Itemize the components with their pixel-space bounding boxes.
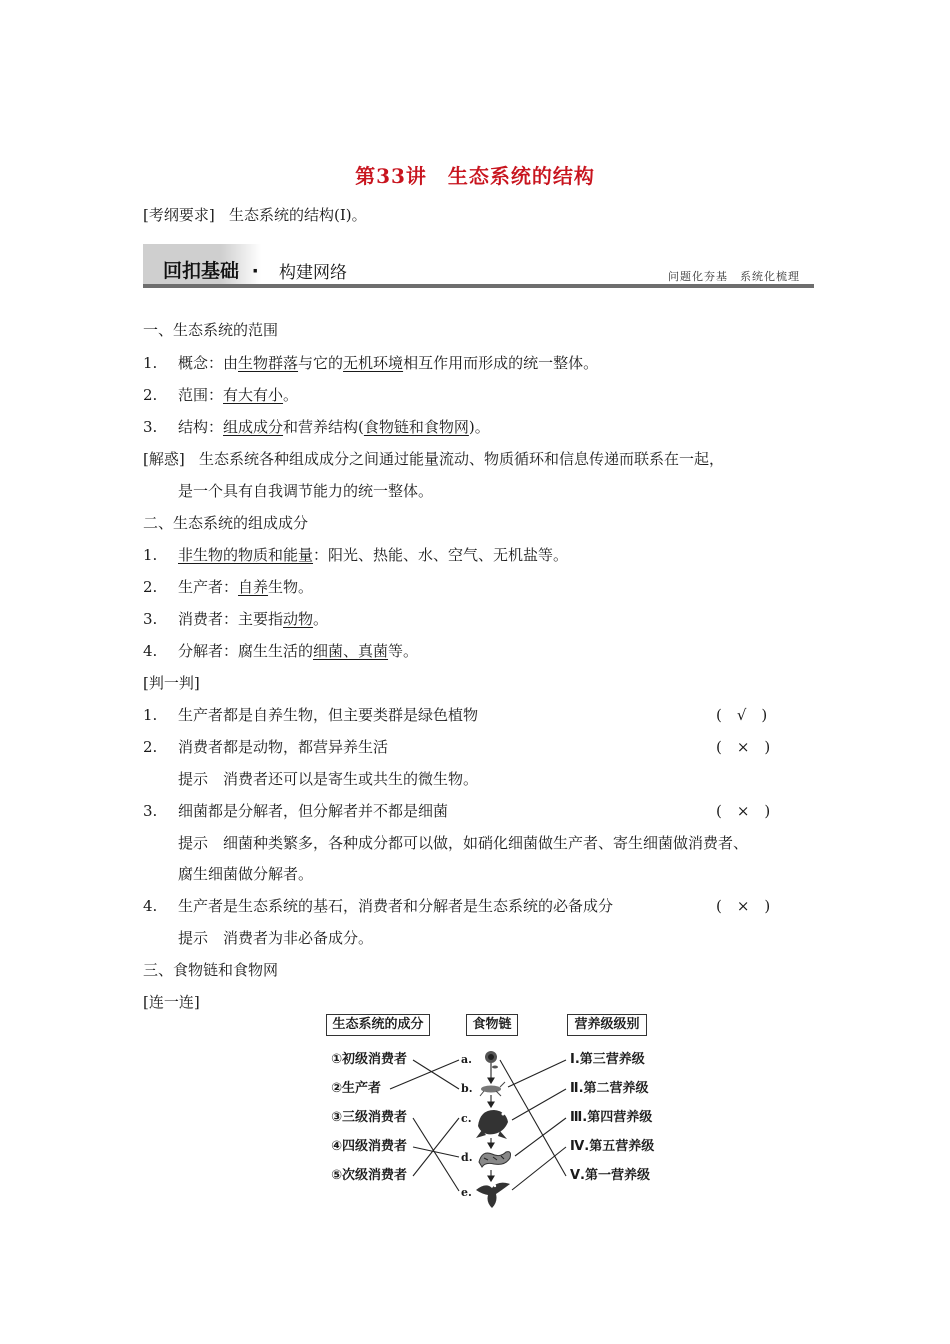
section2-item-1 (143, 545, 568, 565)
answer-text: 自养 (238, 578, 269, 596)
judge-hint-4: 提示 消费者为非必备成分。 (178, 929, 374, 947)
connector-line (512, 1147, 566, 1190)
banner-main-text: 回扣基础 (163, 260, 240, 282)
note-text: 生态系统各种组成成分之间通过能量流动、物质循环和信息传递而联系在一起， (199, 450, 725, 468)
item-text: 生产者： (178, 578, 239, 596)
connector-line (500, 1060, 566, 1176)
item-text: 概念：由 (178, 354, 239, 372)
item-text: 等。 (388, 642, 419, 660)
letter-e: e. (461, 1186, 472, 1199)
note-label: [解惑] (143, 450, 185, 468)
level-5: Ⅴ.第一营养级 (570, 1168, 650, 1183)
judge-mark-2: ( × ) (716, 738, 771, 756)
level-4: Ⅳ.第五营养级 (570, 1139, 655, 1154)
statement-text: 生产者都是自养生物，但主要类群是绿色植物 (178, 706, 479, 724)
item-number: 1. (143, 706, 158, 724)
level-3: Ⅲ.第四营养级 (570, 1110, 653, 1125)
section1-heading: 一、生态系统的范围 (143, 321, 279, 339)
statement-text: 细菌都是分解者，但分解者并不都是细菌 (178, 802, 449, 820)
connector-line (413, 1118, 459, 1191)
component-4: ④四级消费者 (331, 1139, 408, 1154)
header-food-chain: 食物链 (466, 1014, 518, 1036)
connector-line (515, 1118, 566, 1156)
letter-d: d. (461, 1151, 473, 1164)
sunflower-icon (485, 1051, 498, 1071)
grasshopper-icon (480, 1082, 505, 1096)
connector-line (512, 1089, 566, 1120)
level-1: Ⅰ.第三营养级 (570, 1052, 645, 1067)
item-number: 4. (143, 642, 158, 660)
answer-text: 有大有小 (223, 386, 284, 404)
note (143, 449, 724, 469)
component-2: ②生产者 (331, 1081, 382, 1096)
judge-item-3 (143, 801, 448, 821)
item-text: 消费者：主要指 (178, 610, 284, 628)
connector-line (413, 1118, 459, 1176)
section1-item-3 (143, 417, 490, 437)
item-number: 2. (143, 738, 158, 756)
judge-label: [判一判] (143, 674, 200, 692)
item-number: 4. (143, 897, 158, 915)
note-continuation: 是一个具有自我调节能力的统一整体。 (178, 482, 434, 500)
section2-item-4 (143, 641, 418, 661)
judge-hint-3-continued: 腐生细菌做分解者。 (178, 865, 314, 883)
answer-text: 细菌、真菌 (313, 642, 389, 660)
answer-text: 组成成分 (223, 418, 284, 436)
item-number: 2. (143, 578, 158, 596)
banner-divider (143, 284, 814, 288)
component-5: ⑤次级消费者 (331, 1168, 408, 1183)
connector-line (508, 1060, 566, 1087)
banner-dot: · (251, 260, 259, 282)
item-text: 范围： (178, 386, 224, 404)
connector-lines (390, 1060, 566, 1191)
answer-text: 生物群落 (238, 354, 299, 372)
statement-text: 消费者都是动物，都营异养生活 (178, 738, 389, 756)
banner-subtitle: 构建网络 (279, 263, 347, 283)
item-number: 1. (143, 546, 158, 564)
item-text: 结构： (178, 418, 224, 436)
section1-item-1 (143, 353, 598, 373)
judge-item-1 (143, 705, 478, 725)
component-3: ③三级消费者 (331, 1110, 408, 1125)
connector-line (413, 1147, 459, 1157)
letter-c: c. (461, 1112, 472, 1125)
item-text: 与它的 (298, 354, 344, 372)
header-components: 生态系统的成分 (326, 1014, 430, 1036)
banner-title (163, 256, 265, 283)
section2-item-3 (143, 609, 328, 629)
judge-mark-4: ( × ) (716, 897, 771, 915)
letter-a: a. (461, 1053, 472, 1066)
item-number: 2. (143, 386, 158, 404)
section1-item-2 (143, 385, 298, 405)
banner-tagline: 问题化夯基 系统化梳理 (668, 270, 800, 283)
answer-text: 无机环境 (343, 354, 404, 372)
judge-hint-2: 提示 消费者还可以是寄生或共生的微生物。 (178, 770, 479, 788)
page-title: 第33讲 生态系统的结构 (355, 164, 595, 188)
item-text: 和营养结构( (283, 418, 364, 436)
item-text: 分解者：腐生生活的 (178, 642, 314, 660)
judge-item-4 (143, 896, 613, 916)
item-number: 3. (143, 610, 158, 628)
section2-heading: 二、生态系统的组成成分 (143, 514, 309, 532)
judge-item-2 (143, 737, 388, 757)
item-text: 相互作用而形成的统一整体。 (403, 354, 599, 372)
snake-icon (479, 1152, 511, 1167)
item-text: 。 (313, 610, 329, 628)
letter-b: b. (461, 1082, 473, 1095)
level-2: Ⅱ.第二营养级 (570, 1081, 649, 1096)
answer-text: 食物链和食物网 (363, 418, 469, 436)
item-text: 。 (283, 386, 299, 404)
judge-hint-3: 提示 细菌种类繁多，各种成分都可以做，如硝化细菌做生产者、寄生细菌做消费者、 (178, 834, 749, 852)
header-trophic-level: 营养级级别 (567, 1014, 647, 1036)
item-number: 3. (143, 802, 158, 820)
food-chain-arrows (488, 1071, 494, 1181)
item-text: )。 (468, 418, 490, 436)
connector-line (413, 1060, 459, 1089)
component-1: ①初级消费者 (331, 1052, 408, 1067)
requirement-label: [考纲要求] (143, 206, 215, 224)
answer-text: 动物 (283, 610, 314, 628)
requirement (143, 205, 367, 225)
item-number: 1. (143, 354, 158, 372)
item-text: ：阳光、热能、水、空气、无机盐等。 (313, 546, 569, 564)
frog-icon (476, 1110, 508, 1139)
connect-label: [连一连] (143, 993, 200, 1011)
section2-item-2 (143, 577, 313, 597)
section3-heading: 三、食物链和食物网 (143, 961, 279, 979)
requirement-text: 生态系统的结构(Ⅰ)。 (229, 206, 367, 224)
judge-mark-1: ( √ ) (716, 706, 768, 724)
item-number: 3. (143, 418, 158, 436)
eagle-icon (476, 1183, 510, 1208)
item-text: 生物。 (268, 578, 314, 596)
statement-text: 生产者是生态系统的基石，消费者和分解者是生态系统的必备成分 (178, 897, 614, 915)
answer-text: 非生物的物质和能量 (178, 546, 314, 564)
judge-mark-3: ( × ) (716, 802, 771, 820)
